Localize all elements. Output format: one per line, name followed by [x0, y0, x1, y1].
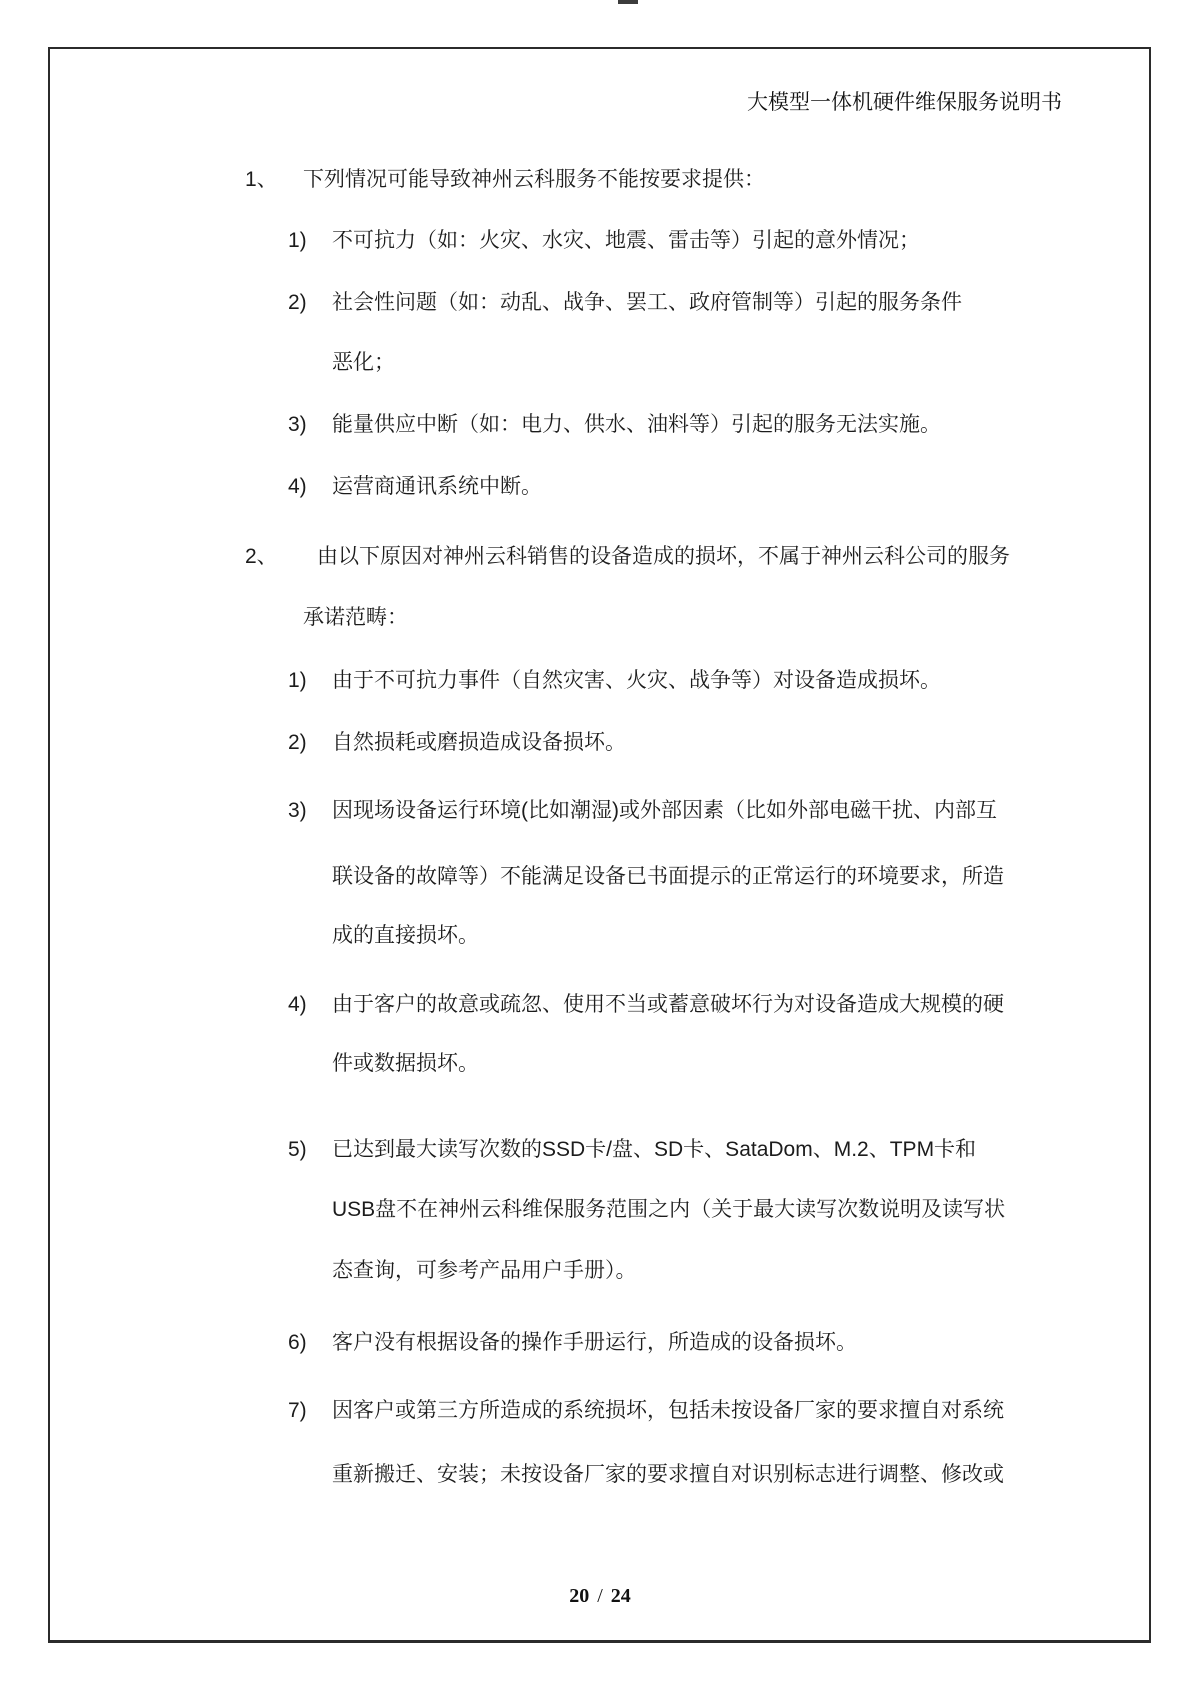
list-item-continuation-row [0, 1460, 1200, 1490]
list-item-continuation-row [0, 348, 1200, 378]
page-number [0, 1583, 1200, 1609]
section-heading-row [0, 542, 1200, 572]
list-item-continuation-row [0, 1049, 1200, 1079]
section-title: 由以下原因对神州云科销售的设备造成的损坏，不属于神州云科公司的服务 [317, 545, 1010, 568]
list-item-text: 由于不可抗力事件（自然灾害、火灾、战争等）对设备造成损坏。 [332, 669, 941, 692]
list-item-text: 自然损耗或磨损造成设备损坏。 [332, 731, 626, 754]
list-item-text: 由于客户的故意或疏忽、使用不当或蓄意破坏行为对设备造成大规模的硬 [332, 993, 1004, 1016]
list-item-text: 件或数据损坏。 [332, 1052, 479, 1075]
list-item-continuation-row [0, 1195, 1200, 1225]
list-item-text: 重新搬迁、安装；未按设备厂家的要求擅自对识别标志进行调整、修改或 [332, 1463, 1004, 1486]
list-item-row [0, 728, 1200, 758]
list-item-row [0, 796, 1200, 826]
list-item-text: 社会性问题（如：动乱、战争、罢工、政府管制等）引起的服务条件 [332, 291, 962, 314]
list-item-text: 态查询，可参考产品用户手册）。 [332, 1259, 637, 1282]
section-number: 2、 [245, 545, 278, 568]
list-item-number: 7) [288, 1399, 307, 1422]
list-item-text: 因客户或第三方所造成的系统损坏，包括未按设备厂家的要求擅自对系统 [332, 1399, 1004, 1422]
list-item-number: 1) [288, 229, 307, 252]
list-item-continuation-row [0, 921, 1200, 951]
list-item-number: 1) [288, 669, 307, 692]
section-number: 1、 [245, 168, 278, 191]
list-item-row [0, 472, 1200, 502]
list-item-text: 成的直接损坏。 [332, 924, 479, 947]
list-item-text: 客户没有根据设备的操作手册运行，所造成的设备损坏。 [332, 1331, 857, 1354]
list-item-number: 3) [288, 413, 307, 436]
section-heading-row [0, 165, 1200, 195]
list-item-number: 2) [288, 731, 307, 754]
list-item-text: 不可抗力（如：火灾、水灾、地震、雷击等）引起的意外情况； [332, 229, 920, 252]
list-item-number: 2) [288, 291, 307, 314]
page-number-current: 20 [569, 1585, 590, 1607]
list-item-row [0, 990, 1200, 1020]
list-item-row [0, 410, 1200, 440]
list-item-row [0, 288, 1200, 318]
list-item-text: 因现场设备运行环境(比如潮湿)或外部因素（比如外部电磁干扰、内部互 [332, 799, 997, 822]
list-item-number: 3) [288, 799, 307, 822]
list-item-number: 4) [288, 993, 307, 1016]
list-item-number: 6) [288, 1331, 307, 1354]
page-number-total: 24 [610, 1585, 631, 1607]
list-item-text: USB盘不在神州云科维保服务范围之内（关于最大读写次数说明及读写状 [332, 1198, 1006, 1221]
list-item-text: 联设备的故障等）不能满足设备已书面提示的正常运行的环境要求，所造 [332, 865, 1004, 888]
list-item-row [0, 1328, 1200, 1358]
list-item-row [0, 666, 1200, 696]
list-item-text: 已达到最大读写次数的SSD卡/盘、SD卡、SataDom、M.2、TPM卡和 [332, 1138, 977, 1161]
list-item-number: 4) [288, 475, 307, 498]
scan-artifact [618, 0, 638, 4]
list-item-row [0, 1135, 1200, 1165]
document-header-title: 大模型一体机硬件维保服务说明书 [747, 90, 1062, 114]
page-number-separator: / [597, 1585, 603, 1607]
list-item-text: 能量供应中断（如：电力、供水、油料等）引起的服务无法实施。 [332, 413, 941, 436]
list-item-text: 恶化； [332, 351, 395, 374]
list-item-text: 运营商通讯系统中断。 [332, 475, 542, 498]
list-item-number: 5) [288, 1138, 307, 1161]
list-item-row [0, 1396, 1200, 1426]
section-heading-continuation-row [0, 603, 1200, 633]
list-item-continuation-row [0, 1256, 1200, 1286]
list-item-continuation-row [0, 862, 1200, 892]
section-title: 承诺范畴： [303, 606, 408, 629]
section-title: 下列情况可能导致神州云科服务不能按要求提供： [303, 168, 765, 191]
list-item-row [0, 226, 1200, 256]
